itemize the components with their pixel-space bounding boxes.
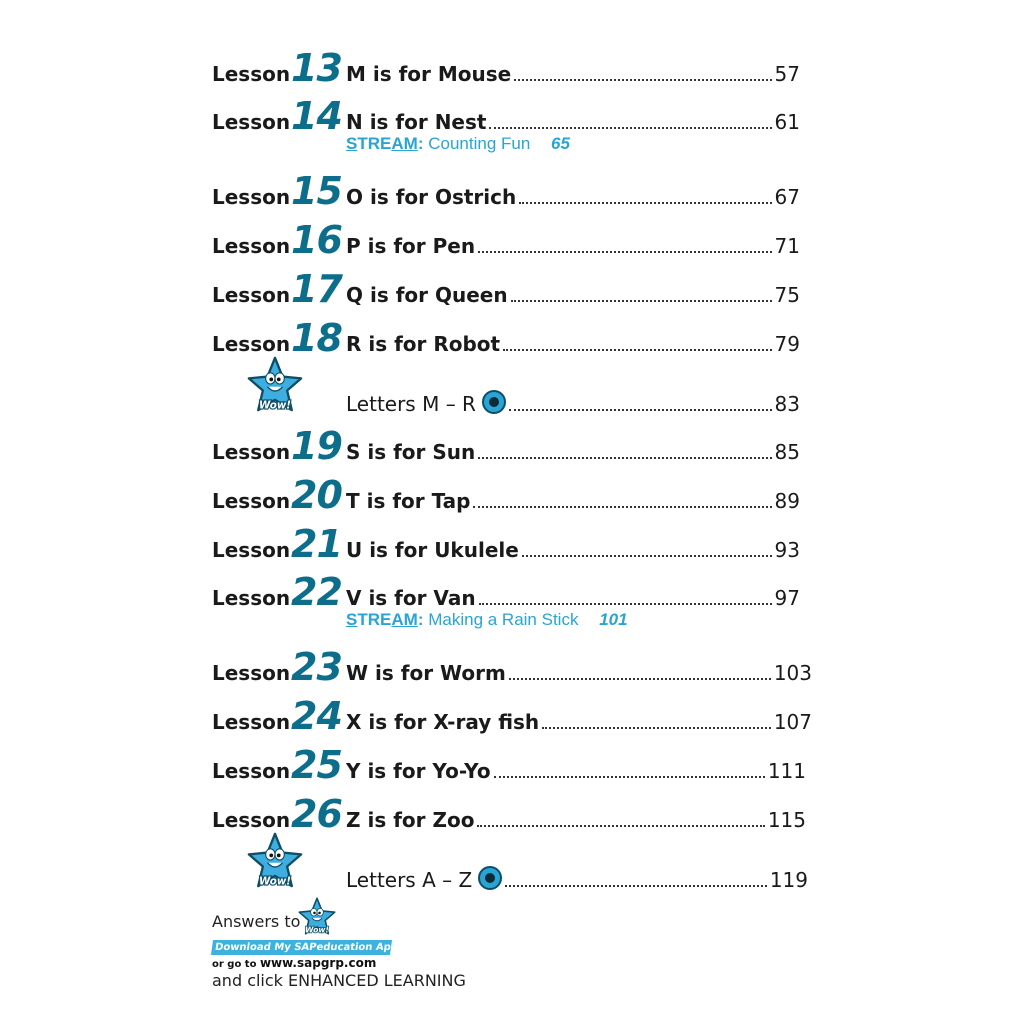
dot-leader bbox=[503, 348, 771, 351]
lesson-number: 25 bbox=[291, 743, 342, 787]
toc-row-lesson-22[interactable] bbox=[0, 572, 1024, 612]
lesson-number: 15 bbox=[291, 169, 342, 213]
stream-entry[interactable] bbox=[346, 134, 570, 154]
lesson-label: Lesson bbox=[212, 808, 291, 832]
page-number: 97 bbox=[774, 586, 800, 610]
lesson-title: Y is for Yo-Yo bbox=[346, 759, 491, 783]
dot-leader bbox=[522, 554, 772, 557]
toc-row-lesson-25[interactable] bbox=[0, 745, 1024, 785]
page-number: 115 bbox=[767, 808, 806, 832]
page-number: 61 bbox=[774, 110, 800, 134]
toc-row-lesson-15[interactable] bbox=[0, 171, 1024, 211]
toc-row-lesson-19[interactable] bbox=[0, 426, 1024, 466]
lesson-label: Lesson bbox=[212, 710, 291, 734]
page-number: 93 bbox=[774, 538, 800, 562]
dot-leader bbox=[514, 78, 771, 81]
stream-entry[interactable] bbox=[346, 610, 628, 630]
dot-leader bbox=[542, 726, 771, 729]
wow-badge-text: Wow! bbox=[305, 925, 329, 935]
stream-tag: STREAM: bbox=[346, 610, 424, 629]
lesson-number: 18 bbox=[291, 316, 342, 360]
stream-topic: Making a Rain Stick bbox=[428, 610, 579, 629]
page-number: 67 bbox=[774, 185, 800, 209]
dot-leader bbox=[494, 775, 765, 778]
dot-leader bbox=[519, 201, 771, 204]
lesson-label: Lesson bbox=[212, 661, 291, 685]
toc-row-review-a-z[interactable] bbox=[0, 854, 1024, 894]
page-number: 107 bbox=[773, 710, 812, 734]
wow-badge-text: Wow! bbox=[259, 875, 291, 888]
lesson-title: N is for Nest bbox=[346, 110, 487, 134]
lesson-title: U is for Ukulele bbox=[346, 538, 519, 562]
lesson-title: M is for Mouse bbox=[346, 62, 512, 86]
page-number: 103 bbox=[773, 661, 812, 685]
dot-leader bbox=[477, 824, 764, 827]
or-go-to-label: or go to bbox=[212, 959, 257, 970]
dot-leader bbox=[478, 250, 771, 253]
lesson-number: 24 bbox=[291, 694, 342, 738]
lesson-number: 17 bbox=[291, 267, 342, 311]
lesson-number: 14 bbox=[291, 94, 342, 138]
lesson-title: X is for X-ray fish bbox=[346, 710, 540, 734]
lesson-label: Lesson bbox=[212, 489, 291, 513]
lesson-number: 19 bbox=[291, 424, 342, 468]
lesson-number: 20 bbox=[291, 473, 342, 517]
page-number: 85 bbox=[774, 440, 800, 464]
stream-page: 101 bbox=[599, 610, 628, 629]
dot-leader bbox=[479, 602, 772, 605]
page-number: 89 bbox=[774, 489, 800, 513]
page-number: 83 bbox=[774, 392, 800, 416]
lesson-title: Q is for Queen bbox=[346, 283, 508, 307]
lesson-title: T is for Tap bbox=[346, 489, 471, 513]
lesson-label: Lesson bbox=[212, 538, 291, 562]
stream-tag: STREAM: bbox=[346, 134, 424, 153]
download-app-banner[interactable]: Download My SAPeducation App Now! bbox=[211, 940, 392, 955]
lesson-number: 26 bbox=[291, 792, 342, 836]
lesson-label: Lesson bbox=[212, 62, 291, 86]
disc-icon bbox=[482, 390, 506, 414]
lesson-title: Z is for Zoo bbox=[346, 808, 475, 832]
toc-row-lesson-20[interactable] bbox=[0, 475, 1024, 515]
lesson-number: 21 bbox=[291, 522, 342, 566]
lesson-label: Lesson bbox=[212, 586, 291, 610]
enhanced-learning-instruction: and click ENHANCED LEARNING bbox=[212, 971, 466, 990]
lesson-label: Lesson bbox=[212, 440, 291, 464]
toc-row-lesson-13[interactable] bbox=[0, 48, 1024, 88]
toc-row-lesson-16[interactable] bbox=[0, 220, 1024, 260]
dot-leader bbox=[509, 408, 772, 411]
lesson-title: W is for Worm bbox=[346, 661, 506, 685]
wow-star-small-icon bbox=[298, 896, 336, 936]
toc-row-lesson-24[interactable] bbox=[0, 696, 1024, 736]
lesson-title: S is for Sun bbox=[346, 440, 476, 464]
toc-row-lesson-21[interactable] bbox=[0, 524, 1024, 564]
lesson-label: Lesson bbox=[212, 110, 291, 134]
dot-leader bbox=[511, 299, 772, 302]
lesson-number: 13 bbox=[291, 46, 342, 90]
toc-row-lesson-17[interactable] bbox=[0, 269, 1024, 309]
page-number: 79 bbox=[774, 332, 800, 356]
page-number: 119 bbox=[769, 868, 808, 892]
website-link[interactable] bbox=[212, 956, 376, 970]
lesson-number: 23 bbox=[291, 645, 342, 689]
dot-leader bbox=[489, 126, 771, 129]
page-number: 71 bbox=[774, 234, 800, 258]
lesson-title: P is for Pen bbox=[346, 234, 476, 258]
toc-row-lesson-23[interactable] bbox=[0, 647, 1024, 687]
review-title: Letters M – R bbox=[346, 392, 476, 416]
page-number: 111 bbox=[767, 759, 806, 783]
stream-topic: Counting Fun bbox=[428, 134, 531, 153]
wow-badge-text: Wow! bbox=[259, 399, 291, 412]
lesson-number: 22 bbox=[291, 570, 342, 614]
toc-row-lesson-14[interactable] bbox=[0, 96, 1024, 136]
review-title: Letters A – Z bbox=[346, 868, 473, 892]
dot-leader bbox=[509, 677, 771, 680]
lesson-number: 16 bbox=[291, 218, 342, 262]
lesson-title: O is for Ostrich bbox=[346, 185, 517, 209]
lesson-label: Lesson bbox=[212, 185, 291, 209]
dot-leader bbox=[478, 456, 771, 459]
lesson-title: R is for Robot bbox=[346, 332, 501, 356]
page-number: 57 bbox=[774, 62, 800, 86]
toc-row-lesson-18[interactable] bbox=[0, 318, 1024, 358]
toc-row-lesson-26[interactable] bbox=[0, 794, 1024, 834]
lesson-label: Lesson bbox=[212, 332, 291, 356]
dot-leader bbox=[473, 505, 771, 508]
page-number: 75 bbox=[774, 283, 800, 307]
answers-label: Answers to bbox=[212, 912, 301, 931]
website-url[interactable]: www.sapgrp.com bbox=[259, 956, 377, 970]
lesson-label: Lesson bbox=[212, 759, 291, 783]
dot-leader bbox=[505, 884, 767, 887]
toc-row-review-m-r[interactable] bbox=[0, 378, 1024, 418]
lesson-title: V is for Van bbox=[346, 586, 476, 610]
stream-page: 65 bbox=[551, 134, 570, 153]
disc-icon bbox=[478, 866, 502, 890]
lesson-label: Lesson bbox=[212, 234, 291, 258]
lesson-label: Lesson bbox=[212, 283, 291, 307]
